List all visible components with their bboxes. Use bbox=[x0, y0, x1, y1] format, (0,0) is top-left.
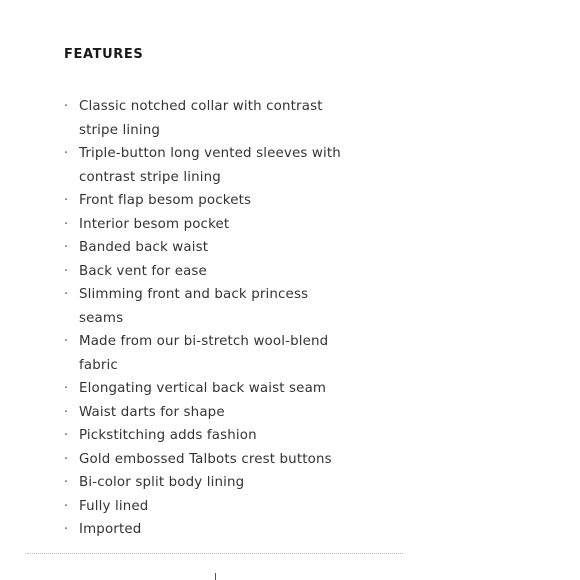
feature-text: Fully lined bbox=[79, 498, 149, 514]
features-heading: FEATURES bbox=[64, 47, 144, 62]
features-list bbox=[64, 95, 354, 542]
list-item bbox=[64, 518, 354, 542]
section-divider bbox=[27, 553, 403, 554]
list-item bbox=[64, 448, 354, 472]
bullet-icon: · bbox=[64, 522, 69, 537]
list-item bbox=[64, 189, 354, 213]
feature-text: Classic notched collar with contrast stripe lining bbox=[79, 99, 323, 138]
feature-text: Waist darts for shape bbox=[79, 404, 225, 420]
list-item bbox=[64, 213, 354, 237]
feature-text: Interior besom pocket bbox=[79, 216, 230, 232]
list-item bbox=[64, 283, 354, 330]
list-item bbox=[64, 330, 354, 377]
bullet-icon: · bbox=[64, 334, 69, 349]
bullet-icon: · bbox=[64, 99, 69, 114]
feature-text: Gold embossed Talbots crest buttons bbox=[79, 451, 332, 467]
feature-text: Back vent for ease bbox=[79, 263, 207, 279]
feature-text: Pickstitching adds fashion bbox=[79, 428, 257, 443]
list-item bbox=[64, 424, 354, 448]
bullet-icon: · bbox=[64, 428, 69, 443]
list-item bbox=[64, 401, 354, 425]
bullet-icon: · bbox=[64, 287, 69, 302]
bullet-icon: · bbox=[64, 146, 69, 161]
list-item bbox=[64, 142, 354, 189]
feature-text: Slimming front and back princess seams bbox=[79, 287, 309, 326]
list-item bbox=[64, 260, 354, 284]
list-item bbox=[64, 236, 354, 260]
list-item bbox=[64, 471, 354, 495]
bullet-icon: · bbox=[64, 404, 69, 420]
bullet-icon: · bbox=[64, 263, 69, 279]
bullet-icon: · bbox=[64, 381, 69, 396]
feature-text: Elongating vertical back waist seam bbox=[79, 381, 327, 396]
feature-text: Front flap besom pockets bbox=[79, 193, 252, 208]
text-cursor-icon bbox=[215, 573, 216, 580]
bullet-icon: · bbox=[64, 451, 69, 467]
feature-text: Made from our bi-stretch wool-blend fabric bbox=[79, 334, 329, 373]
bullet-icon: · bbox=[64, 475, 69, 490]
feature-text: Bi-color split body lining bbox=[79, 475, 245, 490]
list-item bbox=[64, 377, 354, 401]
feature-text: Triple-button long vented sleeves with contrast stripe lining bbox=[79, 146, 341, 185]
feature-text: Imported bbox=[79, 522, 142, 537]
bullet-icon: · bbox=[64, 498, 69, 514]
bullet-icon: · bbox=[64, 193, 69, 208]
feature-text: Banded back waist bbox=[79, 240, 209, 255]
list-item bbox=[64, 495, 354, 519]
bullet-icon: · bbox=[64, 240, 69, 255]
bullet-icon: · bbox=[64, 216, 69, 232]
list-item bbox=[64, 95, 354, 142]
